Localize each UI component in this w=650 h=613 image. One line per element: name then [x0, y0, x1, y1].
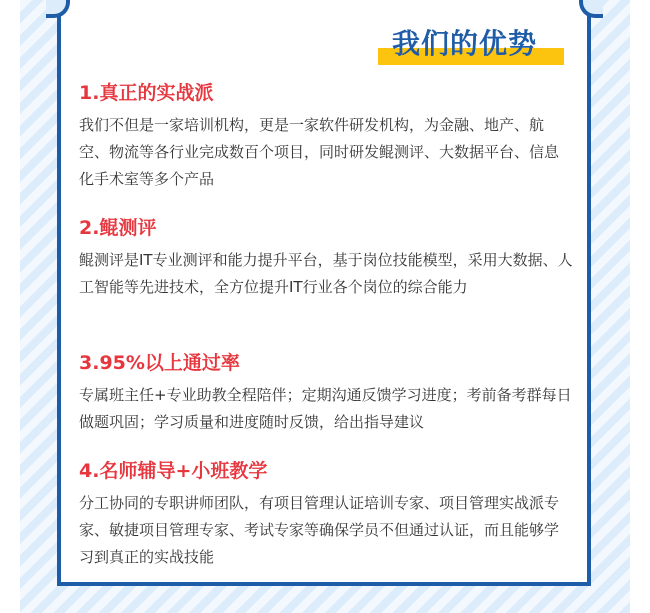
section-kun-assessment — [79, 215, 573, 301]
page-title-block — [378, 25, 564, 69]
section-expert-coaching — [79, 458, 573, 571]
page-title: 我们的优势 — [392, 27, 538, 60]
section-heading: 3.95%以上通过率 — [79, 352, 240, 374]
section-heading: 4.名师辅导+小班教学 — [79, 460, 268, 482]
section-body: 鲲测评是IT专业测评和能力提升平台，基于岗位技能模型，采用大数据、人工智能等先进技术，全方位提升IT行业各个岗位的综合能力 — [79, 251, 573, 296]
section-body: 分工协同的专职讲师团队，有项目管理认证培训专家、项目管理实战派专家、敏捷项目管理专家、考试专家等确保学员不但通过认证，而且能够学习到真正的实战技能 — [79, 494, 560, 566]
section-body: 我们不但是一家培训机构，更是一家软件研发机构，为金融、地产、航空、物流等各行业完成数百个项目，同时研发鲲测评、大数据平台、信息化手术室等多个产品 — [79, 116, 560, 188]
section-heading: 1.真正的实战派 — [79, 82, 214, 104]
section-body: 专属班主任+专业助教全程陪伴；定期沟通反馈学习进度；考前备考群每日做题巩固；学习质量和进度随时反馈，给出指导建议 — [79, 386, 572, 431]
section-real-practice — [79, 80, 573, 193]
section-pass-rate — [79, 350, 573, 436]
section-heading: 2.鲲测评 — [79, 217, 157, 239]
